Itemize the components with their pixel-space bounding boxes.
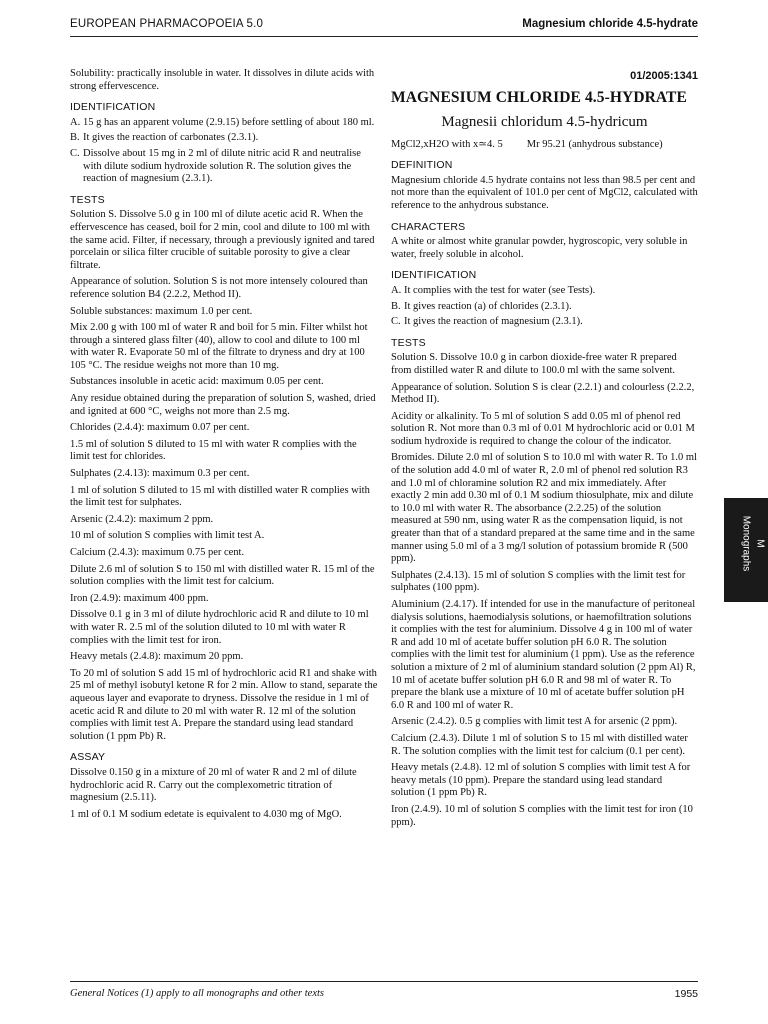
characters-text: A white or almost white granular powder, hygroscopic, very soluble in water, freely soluble in alcohol. (391, 236, 688, 260)
test-paragraph: Mix 2.00 g with 100 ml of water R and boil for 5 min. Filter whilst hot through a sintered glass filter (40), allow to cool and dilute to 100 ml with water R. Evaporate 50 ml of the filtrate to dryness and dry at 100 105 °C. The residue weighs not more than 10 mg. (70, 322, 368, 371)
left-column (70, 68, 379, 825)
test-paragraph: Arsenic (2.4.2). 0.5 g complies with limit test A for arsenic (2 ppm). (391, 716, 678, 728)
test-paragraph: Iron (2.4.9): maximum 400 ppm. (70, 592, 209, 604)
list-item (70, 132, 379, 145)
test-paragraph: Acidity or alkalinity. To 5 ml of solution S add 0.05 ml of phenol red solution R. Not more than 0.3 ml of 0.01 M hydrochloric acid or 0.01 M sodium hydroxide is required to change the colour of the indicator. (391, 410, 695, 447)
item-text: It gives the reaction of carbonates (2.3.1). (83, 132, 259, 144)
identification-heading: IDENTIFICATION (391, 269, 477, 282)
list-item (391, 301, 698, 314)
tests-heading: TESTS (70, 193, 105, 206)
item-number: C. (70, 147, 80, 159)
page-footer (70, 981, 698, 1008)
monograph-reference: 01/2005:1341 (630, 70, 698, 82)
test-paragraph: Heavy metals (2.4.8): maximum 20 ppm. (70, 651, 244, 663)
test-paragraph: To 20 ml of solution S add 15 ml of hydrochloric acid R1 and shake with 25 ml of methyl isobutyl ketone R for 2 min. Allow to stand, separate the aqueous layer and evaporate to dryness. Dissolve the residue in 1 ml of acetic acid R and dilute to 20 ml with water R. 12 ml of the solution complies with limit test A. Prepare the standard using lead standard solution (1 ppm Pb) R. (70, 667, 378, 742)
monographs-section-tab (724, 498, 768, 602)
item-number: B. (70, 132, 80, 144)
test-paragraph: Solution S. Dissolve 5.0 g in 100 ml of dilute acetic acid R. When the effervescence has ceased, boil for 2 min, cool and dilute to 100 ml with the same acid. Filter, if necessary, through a previously ignited and tared porcelain or silica filter crucible of suitable porosity to give a clear filtrate. (70, 209, 375, 271)
solubility-text: Solubility: practically insoluble in water. It dissolves in dilute acids with strong effervescence. (70, 68, 375, 92)
item-text: Dissolve about 15 mg in 2 ml of dilute nitric acid R and neutralise with dilute sodium hydroxide solution R. The solution gives the reaction of magnesium (2.3.1). (83, 147, 361, 185)
item-text: It complies with the test for water (see Tests). (404, 284, 596, 296)
latin-name: Magnesii chloridum 4.5-hydricum (441, 113, 648, 130)
test-paragraph: Arsenic (2.4.2): maximum 2 ppm. (70, 513, 214, 525)
assay-paragraph: 1 ml of 0.1 M sodium edetate is equivalent to 4.030 mg of MgO. (70, 808, 342, 820)
test-paragraph: Iron (2.4.9). 10 ml of solution S complies with the limit test for iron (10 ppm). (391, 803, 693, 828)
test-paragraph: Aluminium (2.4.17). If intended for use in the manufacture of peritoneal dialysis solutions, haemodialysis solutions, or haemofiltration solutions it complies with the test for aluminium. Dissolve 4 g in 100 ml of water R and add 10 ml of acetate buffer solution pH 6.0 R. The solution complies with the limit test for aluminium (1 ppm). Use as the reference solution a mixture of 2 ml of aluminium standard solution (2 ppm Al) R, 10 ml of acetate buffer solution pH 6.0 R and 98 ml of water R. To prepare the blank use a mixture of 10 ml of acetate buffer solution pH 6.0 R and 100 ml of water R. (391, 599, 696, 711)
item-text: It gives reaction (a) of chlorides (2.3.1). (404, 300, 572, 312)
definition-heading: DEFINITION (391, 159, 453, 172)
test-paragraph: Bromides. Dilute 2.0 ml of solution S to 10.0 ml with water R. To 1.0 ml of the solution add 4.0 ml of water R, 2.0 ml of phenol red solution R3 and 1.0 ml of chloramine solution R2 and mix immediately. After exactly 2 min add 0.30 ml of 0.1 M sodium thiosulphate, mix and dilute to 10.0 ml with water R. The absorbance (2.2.25) of the solution measured at 590 nm, using water R as the compensation liquid, is not greater than that of a standard prepared at the same time and in the same manner using 5.0 ml of a 3 mg/l solution of potassium bromide R (500 ppm). (391, 452, 697, 565)
molecular-formula: MgCl2,xH2O with x≃4. 5 (391, 138, 503, 150)
header-publication: EUROPEAN PHARMACOPOEIA 5.0 (70, 18, 264, 30)
molar-mass: Mr 95.21 (anhydrous substance) (526, 138, 663, 150)
test-paragraph: Sulphates (2.4.13). 15 ml of solution S complies with the limit test for sulphates (100 ppm). (391, 569, 686, 594)
identification-heading: IDENTIFICATION (70, 101, 156, 114)
test-paragraph: Sulphates (2.4.13): maximum 0.3 per cent. (70, 468, 250, 480)
test-paragraph: Dilute 2.6 ml of solution S to 150 ml with distilled water R. 15 ml of the solution complies with the limit test for calcium. (70, 563, 375, 588)
test-paragraph: Calcium (2.4.3). Dilute 1 ml of solution S to 15 ml with distilled water R. The solution complies with the limit test for calcium (0.1 per cent). (391, 732, 688, 757)
assay-heading: ASSAY (70, 751, 106, 764)
test-paragraph: Solution S. Dissolve 10.0 g in carbon dioxide-free water R prepared from distilled water R and dilute to 100.0 ml with the same solvent. (391, 352, 677, 376)
tests-heading: TESTS (391, 336, 426, 349)
item-text: It gives the reaction of magnesium (2.3.1). (404, 316, 583, 328)
list-item (70, 148, 379, 186)
test-paragraph: Heavy metals (2.4.8). 12 ml of solution S complies with limit test A for heavy metals (10 ppm). Prepare the standard using lead standard solution (1 ppm Pb) R. (391, 762, 691, 799)
test-paragraph: Soluble substances: maximum 1.0 per cent. (70, 305, 253, 317)
running-header (70, 14, 698, 37)
header-monograph-title: Magnesium chloride 4.5-hydrate (522, 18, 698, 30)
list-item (391, 316, 698, 329)
list-item (391, 285, 698, 298)
test-paragraph: Chlorides (2.4.4): maximum 0.07 per cent. (70, 422, 250, 434)
test-paragraph: Appearance of solution. Solution S is clear (2.2.1) and colourless (2.2.2, Method II). (391, 381, 695, 406)
assay-paragraph: Dissolve 0.150 g in a mixture of 20 ml of water R and 2 ml of dilute hydrochloric acid R. Carry out the complexometric titration of magnesium (2.5.11). (70, 766, 357, 804)
test-paragraph: Substances insoluble in acetic acid: maximum 0.05 per cent. (70, 376, 324, 388)
item-text: 15 g has an apparent volume (2.9.15) before settling of about 180 ml. (83, 116, 375, 128)
test-paragraph: 1 ml of solution S diluted to 15 ml with distilled water R complies with the limit test for sulphates. (70, 484, 370, 509)
characters-heading: CHARACTERS (391, 220, 466, 233)
formula-line (391, 139, 698, 152)
item-number: A. (391, 284, 402, 296)
definition-text: Magnesium chloride 4.5 hydrate contains not less than 98.5 per cent and not more than the equivalent of 101.0 per cent of MgCl2, calculated with reference to the anhydrous substance. (391, 174, 698, 211)
list-item (70, 117, 379, 130)
item-number: A. (70, 116, 81, 128)
tab-letter: M (754, 539, 766, 548)
monograph-title: MAGNESIUM CHLORIDE 4.5-HYDRATE (391, 88, 687, 106)
test-paragraph: 10 ml of solution S complies with limit test A. (70, 530, 265, 542)
tab-label: Monographs (740, 515, 752, 572)
item-number: B. (391, 300, 401, 312)
test-paragraph: 1.5 ml of solution S diluted to 15 ml with water R complies with the limit test for chlorides. (70, 438, 357, 463)
item-number: C. (391, 316, 401, 328)
test-paragraph: Calcium (2.4.3): maximum 0.75 per cent. (70, 547, 245, 558)
page-number: 1955 (674, 988, 698, 1000)
right-column (391, 68, 698, 833)
footer-note: General Notices (1) apply to all monographs and other texts (70, 988, 325, 999)
test-paragraph: Appearance of solution. Solution S is not more intensely coloured than reference solution B4 (2.2.2, Method II). (70, 276, 368, 300)
test-paragraph: Any residue obtained during the preparation of solution S, washed, dried and ignited at 600 °C, weighs not more than 2.5 mg. (70, 393, 376, 417)
test-paragraph: Dissolve 0.1 g in 3 ml of dilute hydrochloric acid R and dilute to 10 ml with water R. 2.5 ml of the solution diluted to 10 ml with water R complies with the limit test for iron. (70, 609, 369, 646)
